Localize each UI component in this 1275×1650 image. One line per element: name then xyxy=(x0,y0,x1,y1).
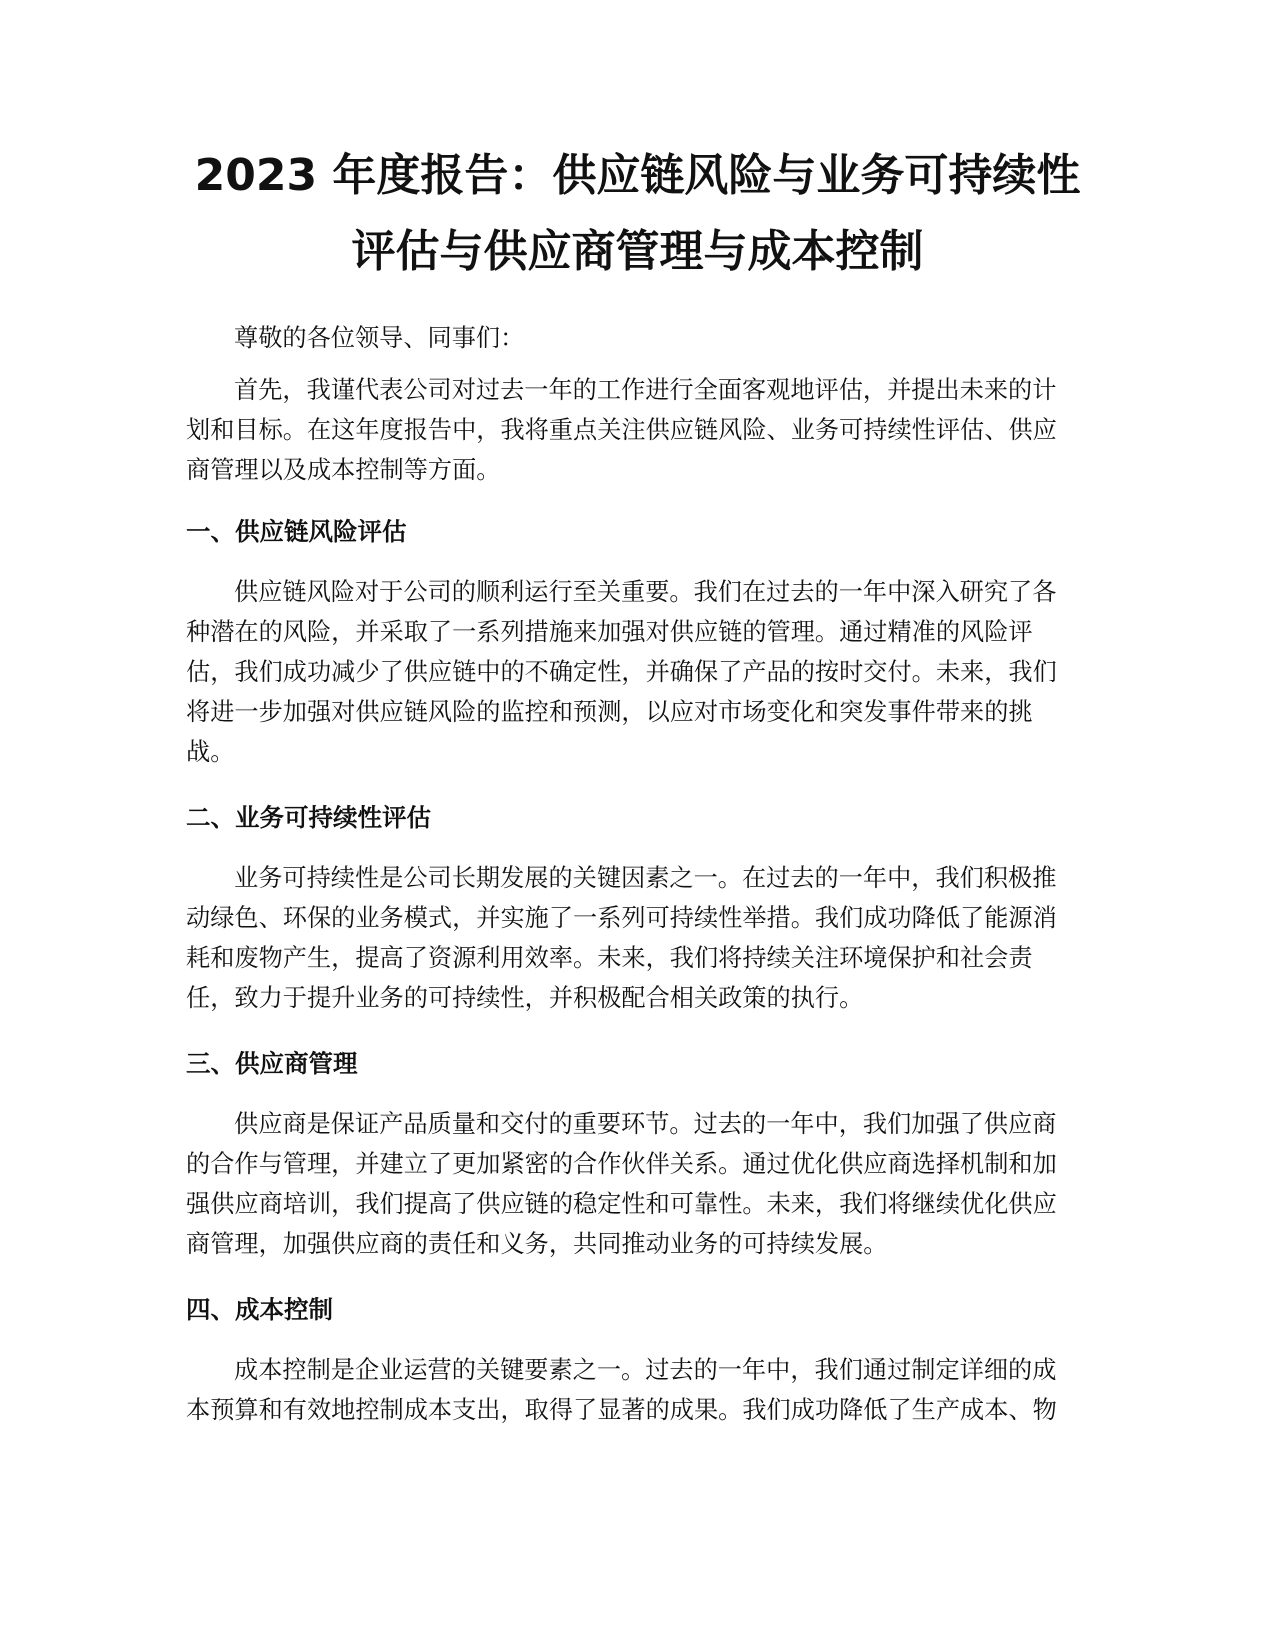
paragraph-line: 种潜在的风险，并采取了一系列措施来加强对供应链的管理。通过精准的风险评 xyxy=(186,618,1033,646)
paragraph-line: 商管理，加强供应商的责任和义务，共同推动业务的可持续发展。 xyxy=(186,1230,888,1258)
document-title-line-2: 评估与供应商管理与成本控制 xyxy=(351,226,924,277)
intro-paragraph xyxy=(186,370,1086,490)
paragraph-line: 的合作与管理，并建立了更加紧密的合作伙伴关系。通过优化供应商选择机制和加 xyxy=(186,1150,1057,1178)
paragraph-line: 耗和废物产生，提高了资源利用效率。未来，我们将持续关注环境保护和社会责 xyxy=(186,944,1033,972)
greeting-paragraph xyxy=(186,318,1086,358)
greeting-line: 尊敬的各位领导、同事们： xyxy=(234,324,525,352)
section-paragraph-cost-control xyxy=(186,1350,1086,1430)
paragraph-line: 首先，我谨代表公司对过去一年的工作进行全面客观地评估，并提出未来的计 xyxy=(234,376,1057,404)
section-heading-supply-chain-risk: 一、供应链风险评估 xyxy=(186,517,407,546)
paragraph-line: 动绿色、环保的业务模式，并实施了一系列可持续性举措。我们成功降低了能源消 xyxy=(186,904,1057,932)
paragraph-line: 业务可持续性是公司长期发展的关键因素之一。在过去的一年中，我们积极推 xyxy=(234,864,1057,892)
paragraph-line: 成本控制是企业运营的关键要素之一。过去的一年中，我们通过制定详细的成 xyxy=(234,1356,1057,1384)
section-paragraph-supplier-management xyxy=(186,1104,1086,1264)
paragraph-line: 强供应商培训，我们提高了供应链的稳定性和可靠性。未来，我们将继续优化供应 xyxy=(186,1190,1057,1218)
section-paragraph-business-sustainability xyxy=(186,858,1086,1018)
paragraph-line: 任，致力于提升业务的可持续性，并积极配合相关政策的执行。 xyxy=(186,984,864,1012)
paragraph-line: 战。 xyxy=(186,738,235,766)
section-heading-cost-control: 四、成本控制 xyxy=(186,1295,333,1324)
section-paragraph-supply-chain-risk xyxy=(186,572,1086,772)
paragraph-line: 划和目标。在这年度报告中，我将重点关注供应链风险、业务可持续性评估、供应 xyxy=(186,416,1057,444)
paragraph-line: 将进一步加强对供应链风险的监控和预测，以应对市场变化和突发事件带来的挑 xyxy=(186,698,1033,726)
paragraph-line: 商管理以及成本控制等方面。 xyxy=(186,456,501,484)
paragraph-line: 供应商是保证产品质量和交付的重要环节。过去的一年中，我们加强了供应商 xyxy=(234,1110,1057,1138)
document-title-line-1: 2023 年度报告：供应链风险与业务可持续性 xyxy=(194,150,1081,201)
section-heading-supplier-management: 三、供应商管理 xyxy=(186,1049,358,1078)
paragraph-line: 本预算和有效地控制成本支出，取得了显著的成果。我们成功降低了生产成本、物 xyxy=(186,1396,1057,1424)
paragraph-line: 估，我们成功减少了供应链中的不确定性，并确保了产品的按时交付。未来，我们 xyxy=(186,658,1057,686)
section-heading-business-sustainability: 二、业务可持续性评估 xyxy=(186,803,431,832)
paragraph-line: 供应链风险对于公司的顺利运行至关重要。我们在过去的一年中深入研究了各 xyxy=(234,578,1057,606)
